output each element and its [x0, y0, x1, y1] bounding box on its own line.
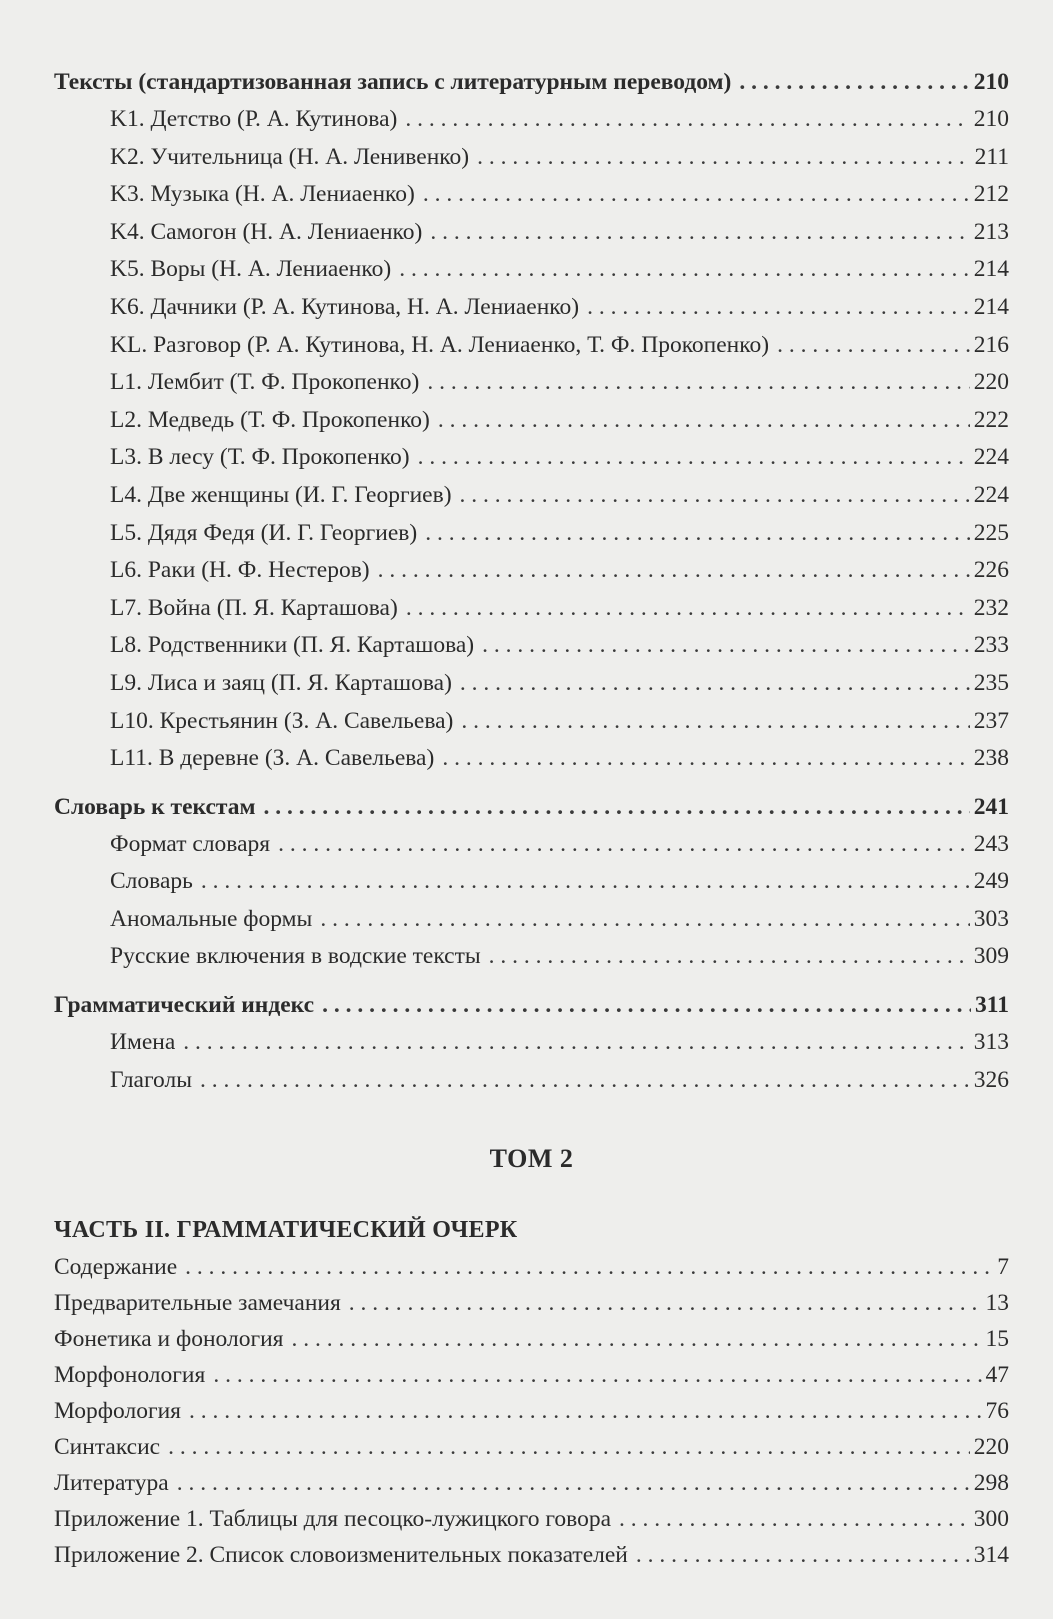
toc-page [54, 64, 1009, 1573]
toc-entry[interactable] [54, 552, 1009, 590]
toc-entry[interactable] [54, 1465, 1009, 1501]
toc-entry-page: 226 [973, 557, 1009, 584]
leader-dots [425, 515, 970, 553]
leader-dots [489, 938, 970, 976]
toc-entry-title: L11. В деревне (З. А. Савельева) [110, 745, 435, 772]
toc-entry-page: 326 [973, 1066, 1009, 1093]
leader-dots [185, 1249, 993, 1285]
toc-entry-page: 224 [973, 444, 1009, 471]
toc-entry[interactable] [54, 364, 1009, 402]
toc-entry-page: 314 [973, 1542, 1009, 1569]
toc-entry-page: 235 [973, 669, 1009, 696]
toc-entry[interactable] [54, 938, 1009, 976]
toc-entry-title: Русские включения в водские тексты [110, 943, 481, 970]
toc-entry[interactable] [54, 1285, 1009, 1321]
toc-entry-title: L4. Две женщины (И. Г. Георгиев) [110, 481, 452, 508]
leader-dots [477, 139, 971, 177]
leader-dots [322, 987, 971, 1024]
leader-dots [430, 214, 969, 252]
toc-entry-page: 210 [973, 69, 1009, 95]
toc-entry[interactable] [54, 1321, 1009, 1357]
toc-entry-title: K2. Учительница (Н. А. Ленивенко) [110, 143, 470, 170]
toc-entry-page: 298 [973, 1470, 1009, 1497]
toc-entry-dictionary[interactable] [54, 789, 1009, 826]
toc-entry-page: 233 [973, 632, 1009, 659]
toc-entry-page: 211 [974, 143, 1009, 170]
toc-entry-title: Тексты (стандартизованная запись с литературным переводом) [54, 69, 732, 95]
toc-entry-page: 237 [973, 707, 1009, 734]
toc-entry[interactable] [54, 1429, 1009, 1465]
toc-entry-title: L7. Война (П. Я. Карташова) [110, 594, 398, 621]
toc-entry[interactable] [54, 101, 1009, 139]
toc-entry[interactable] [54, 289, 1009, 327]
toc-entry-page: 224 [973, 481, 1009, 508]
toc-entry-page: 238 [973, 745, 1009, 772]
leader-dots [201, 863, 970, 901]
toc-entry[interactable] [54, 1537, 1009, 1573]
toc-entry-page: 216 [973, 331, 1009, 358]
toc-entry-page: 222 [973, 406, 1009, 433]
toc-entry-title: K3. Музыка (Н. А. Лениаенко) [110, 181, 415, 208]
leader-dots [619, 1501, 970, 1537]
leader-dots [482, 627, 970, 665]
toc-entry-page: 220 [973, 1434, 1009, 1461]
toc-entry-title: L5. Дядя Федя (И. Г. Георгиев) [110, 519, 418, 546]
toc-entry-page: 15 [985, 1326, 1009, 1353]
toc-entry[interactable] [54, 826, 1009, 864]
leader-dots [739, 64, 969, 101]
toc-entry-page: 76 [985, 1398, 1009, 1425]
leader-dots [423, 176, 970, 214]
leader-dots [418, 439, 970, 477]
volume2-entries [54, 1249, 1009, 1573]
toc-entry[interactable] [54, 590, 1009, 628]
toc-entry[interactable] [54, 901, 1009, 939]
toc-entry[interactable] [54, 176, 1009, 214]
toc-entry-title: Имена [110, 1029, 176, 1056]
toc-entry-title: Формат словаря [110, 830, 271, 857]
toc-entry[interactable] [54, 665, 1009, 703]
part-title: ЧАСТЬ II. ГРАММАТИЧЕСКИЙ ОЧЕРК [54, 1217, 518, 1244]
leader-dots [442, 740, 969, 778]
leader-dots [405, 101, 969, 139]
toc-entry[interactable] [54, 1249, 1009, 1285]
toc-entry-title: Грамматический индекс [54, 992, 315, 1019]
leader-dots [189, 1393, 982, 1429]
toc-entry[interactable] [54, 703, 1009, 741]
toc-entry-page: 212 [973, 181, 1009, 208]
toc-entry[interactable] [54, 740, 1009, 778]
toc-entry-page: 243 [973, 830, 1009, 857]
toc-entry-page: 214 [973, 256, 1009, 283]
toc-entry[interactable] [54, 627, 1009, 665]
toc-entry-title: Морфология [54, 1398, 181, 1425]
leader-dots [406, 590, 970, 628]
toc-entry[interactable] [54, 327, 1009, 365]
leader-dots [320, 901, 969, 939]
leader-dots [264, 789, 970, 826]
toc-entry-page: 220 [973, 369, 1009, 396]
toc-entry-page: 225 [973, 519, 1009, 546]
toc-entry[interactable] [54, 402, 1009, 440]
leader-dots [461, 703, 969, 741]
toc-entry-title: Глаголы [110, 1066, 192, 1093]
leader-dots [200, 1062, 970, 1100]
toc-entry[interactable] [54, 863, 1009, 901]
leader-dots [460, 665, 970, 703]
leader-dots [168, 1429, 970, 1465]
toc-entry-title: K4. Самогон (Н. А. Лениаенко) [110, 218, 423, 245]
toc-entry-title: Приложение 1. Таблицы для песоцко-лужицкого говора [54, 1506, 612, 1533]
toc-entry-page: 47 [985, 1362, 1009, 1389]
leader-dots [378, 552, 970, 590]
toc-entry[interactable] [54, 515, 1009, 553]
toc-entry-page: 214 [973, 293, 1009, 320]
leader-dots [183, 1024, 969, 1062]
toc-entry-title: L3. В лесу (Т. Ф. Прокопенко) [110, 444, 410, 471]
toc-entry[interactable] [54, 1024, 1009, 1062]
toc-entry-page: 249 [973, 868, 1009, 895]
leader-dots [278, 826, 970, 864]
toc-entry-page: 7 [997, 1254, 1009, 1281]
toc-entry[interactable] [54, 139, 1009, 177]
leader-dots [438, 402, 970, 440]
toc-entry-title: L8. Родственники (П. Я. Карташова) [110, 632, 475, 659]
toc-entry-title: Содержание [54, 1254, 178, 1281]
toc-entry-title: Аномальные формы [110, 905, 313, 932]
toc-entry-title: Фонетика и фонология [54, 1326, 284, 1353]
leader-dots [587, 289, 970, 327]
toc-entry-title: Приложение 2. Список словоизменительных показателей [54, 1542, 628, 1569]
toc-entry[interactable] [54, 214, 1009, 252]
toc-entry-page: 303 [973, 905, 1009, 932]
leader-dots [291, 1321, 981, 1357]
toc-entry[interactable] [54, 1393, 1009, 1429]
toc-entry-page: 13 [985, 1290, 1009, 1317]
leader-dots [399, 251, 970, 289]
toc-entry[interactable] [54, 251, 1009, 289]
leader-dots [349, 1285, 982, 1321]
dictionary-subentries [54, 826, 1009, 976]
toc-entry-title: L9. Лиса и заяц (П. Я. Карташова) [110, 669, 452, 696]
toc-entry-title: L1. Лембит (Т. Ф. Прокопенко) [110, 369, 420, 396]
volume-title: ТОМ 2 [489, 1144, 574, 1174]
toc-entry-page: 311 [975, 992, 1009, 1019]
toc-entry-title: Словарь к текстам [54, 793, 256, 820]
toc-entry-page: 213 [973, 218, 1009, 245]
toc-entry-title: L10. Крестьянин (З. А. Савельева) [110, 707, 454, 734]
toc-entry-title: K1. Детство (Р. А. Кутинова) [110, 106, 398, 132]
toc-entry-title: K6. Дачники (Р. А. Кутинова, Н. А. Лениаенко) [110, 293, 580, 320]
toc-entry-page: 210 [973, 106, 1009, 132]
toc-entry-title: KL. Разговор (Р. А. Кутинова, Н. А. Лениаенко, Т. Ф. Прокопенко) [110, 331, 770, 358]
toc-entry-title: L2. Медведь (Т. Ф. Прокопенко) [110, 406, 430, 433]
toc-entry-page: 313 [973, 1029, 1009, 1056]
toc-entry[interactable] [54, 1357, 1009, 1393]
toc-entry-title: L6. Раки (Н. Ф. Нестеров) [110, 557, 370, 584]
toc-entry[interactable] [54, 1062, 1009, 1100]
toc-entry-page: 300 [973, 1506, 1009, 1533]
toc-entry-grammar-index[interactable] [54, 987, 1009, 1024]
leader-dots [213, 1357, 981, 1393]
toc-entry-title: Предварительные замечания [54, 1290, 341, 1317]
toc-entry[interactable] [54, 439, 1009, 477]
toc-entry[interactable] [54, 477, 1009, 515]
leader-dots [177, 1465, 970, 1501]
toc-entry-title: Словарь [110, 868, 193, 895]
leader-dots [460, 477, 970, 515]
leader-dots [427, 364, 969, 402]
toc-entry-texts[interactable] [54, 64, 1009, 101]
toc-entry[interactable] [54, 1501, 1009, 1537]
toc-entry-page: 241 [973, 793, 1009, 820]
leader-dots [777, 327, 970, 365]
toc-entry-page: 232 [973, 594, 1009, 621]
toc-entry-page: 309 [973, 943, 1009, 970]
leader-dots [636, 1537, 970, 1573]
grammar-index-subentries [54, 1024, 1009, 1099]
toc-entry-title: K5. Воры (Н. А. Лениаенко) [110, 256, 392, 283]
texts-subentries [54, 101, 1009, 778]
toc-entry-title: Морфонология [54, 1362, 206, 1389]
toc-entry-title: Синтаксис [54, 1434, 161, 1461]
toc-entry-title: Литература [54, 1470, 169, 1497]
